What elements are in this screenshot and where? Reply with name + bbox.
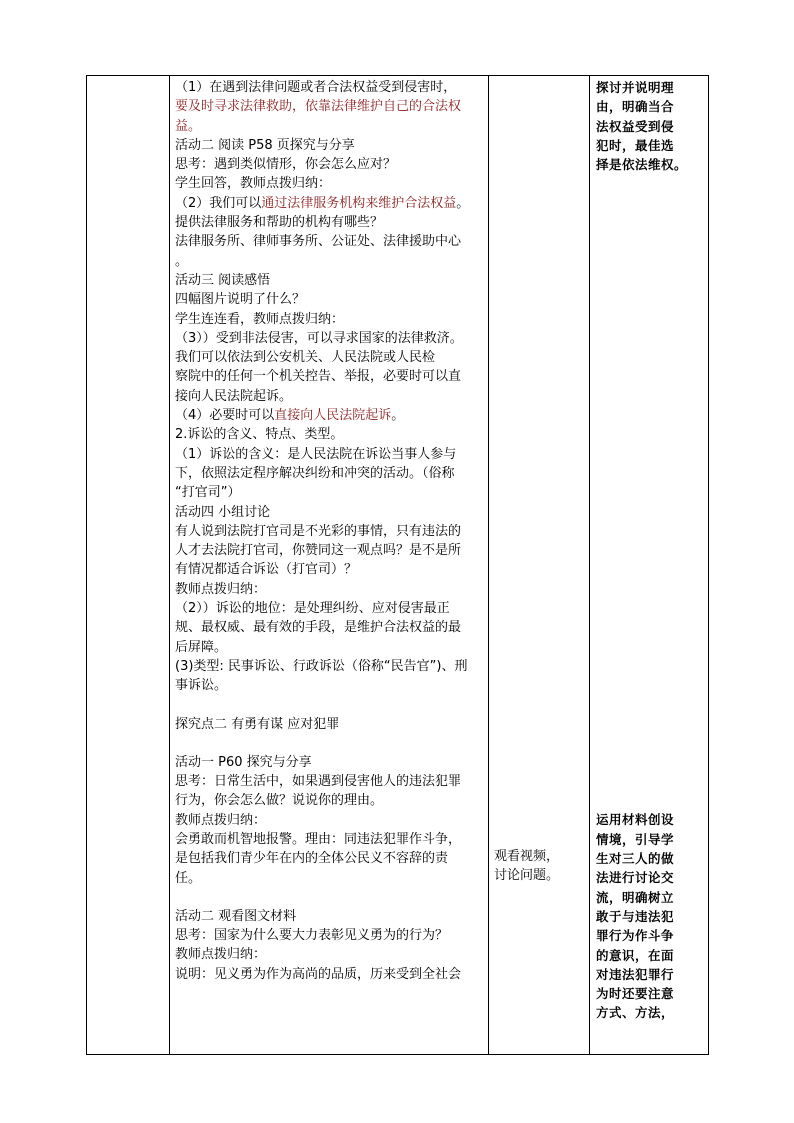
design-intent-note-2 bbox=[590, 808, 708, 1022]
content-text: 活动三 阅读感悟 bbox=[175, 272, 271, 288]
content-line bbox=[175, 599, 484, 618]
content-text: 学生回答，教师点拨归纳： bbox=[175, 176, 332, 192]
content-line bbox=[175, 791, 484, 810]
content-line bbox=[175, 638, 484, 657]
content-text: 活动二 阅读 P58 页探究与分享 bbox=[175, 137, 355, 153]
content-text: 法律服务所、律师事务所、公证处、法律援助中心 bbox=[175, 234, 462, 250]
content-line bbox=[175, 926, 484, 945]
table-row bbox=[87, 76, 709, 1055]
student-activity-content bbox=[489, 847, 589, 886]
content-text: 四幅图片说明了什么？ bbox=[175, 292, 306, 308]
content-text: 活动四 小组讨论 bbox=[175, 504, 271, 520]
content-line bbox=[175, 232, 484, 251]
content-line bbox=[175, 772, 484, 791]
content-text: 会勇敢而机智地报警。理由：同违法犯罪作斗争， bbox=[175, 831, 462, 847]
content-line bbox=[175, 348, 484, 367]
content-line bbox=[175, 97, 484, 116]
content-text: (3)类型: 民事诉讼、行政诉讼（俗称“民告官”)、刑 bbox=[175, 658, 468, 674]
content-line bbox=[175, 522, 484, 541]
content-text: 探究点二 有勇有谋 应对犯罪 bbox=[175, 716, 340, 732]
content-line bbox=[175, 715, 484, 734]
content-line bbox=[175, 676, 484, 695]
content-line bbox=[175, 271, 484, 290]
design-intent-line: 为时还要注意 bbox=[596, 986, 675, 1002]
content-text: （2））诉讼的地位：是处理纠纷、应对侵害最正 bbox=[175, 601, 450, 617]
design-intent-line: 敢于与违法犯 bbox=[596, 908, 675, 924]
design-intent-line: 方式、方法， bbox=[596, 1005, 675, 1021]
content-text: 规、最权威、最有效的手段，是维护合法权益的最 bbox=[175, 620, 462, 636]
content-text: 活动一 P60 探究与分享 bbox=[175, 754, 312, 770]
content-line bbox=[175, 945, 484, 964]
content-text: 我们可以依法到公安机关、人民法院或人民检 bbox=[175, 350, 436, 366]
content-text: 教师点拨归纳： bbox=[175, 947, 267, 963]
content-text: 教师点拨归纳： bbox=[175, 581, 267, 597]
content-line bbox=[175, 387, 484, 406]
design-intent-line: 对违法犯罪行 bbox=[596, 966, 675, 982]
content-text: 教师点拨归纳： bbox=[175, 812, 267, 828]
content-line bbox=[175, 425, 484, 444]
design-intent-line: 情境，引导学 bbox=[596, 831, 675, 847]
content-text: 活动二 观看图文材料 bbox=[175, 908, 297, 924]
content-text: 通过法律服务机构来维护合法权益 bbox=[261, 195, 457, 211]
content-text: 思考：遇到类似情形，你会怎么应对？ bbox=[175, 157, 397, 173]
content-text: 思考：国家为什么要大力表彰见义勇为的行为？ bbox=[175, 928, 449, 944]
design-intent-line: 探讨并说明理 bbox=[596, 80, 675, 95]
content-text: 有人说到法院打官司是不光彩的事情，只有违法的 bbox=[175, 523, 462, 539]
content-line bbox=[175, 464, 484, 483]
content-line bbox=[175, 174, 484, 193]
content-line bbox=[175, 811, 484, 830]
content-text: 学生连连看，教师点拨归纳： bbox=[175, 311, 345, 327]
content-text: 。 bbox=[391, 408, 405, 424]
content-line bbox=[175, 696, 484, 715]
content-line bbox=[175, 445, 484, 464]
content-text: （3））受到非法侵害，可以寻求国家的法律救济。 bbox=[175, 330, 463, 346]
content-line bbox=[175, 194, 484, 213]
content-text: 提供法律服务和帮助的机构有哪些？ bbox=[175, 215, 384, 231]
content-line bbox=[175, 329, 484, 348]
student-activity-line: 讨论问题。 bbox=[494, 868, 560, 884]
content-text: 下，依照法定程序解决纠纷和冲突的活动。（俗称 bbox=[175, 465, 455, 481]
content-line bbox=[175, 252, 484, 271]
content-line bbox=[175, 213, 484, 232]
content-text: 行为，你会怎么做？说说你的理由。 bbox=[175, 793, 384, 809]
content-line bbox=[175, 541, 484, 560]
content-text: （1）在遇到法律问题或者合法权益受到侵害时， bbox=[175, 80, 457, 95]
content-line bbox=[175, 580, 484, 599]
student-activity-line: 观看视频， bbox=[494, 849, 560, 864]
content-line bbox=[175, 367, 484, 386]
content-line bbox=[175, 117, 484, 136]
teaching-process-cell bbox=[170, 76, 489, 1055]
content-text: （1）诉讼的含义：是人民法院在诉讼当事人参与 bbox=[175, 446, 457, 462]
content-line bbox=[175, 136, 484, 155]
content-line bbox=[175, 869, 484, 888]
lesson-plan-table bbox=[86, 75, 709, 1055]
design-intent-cell bbox=[590, 76, 709, 1055]
design-intent-note-1 bbox=[590, 76, 708, 174]
content-text: 有情况都适合诉讼（打官司）？ bbox=[175, 562, 358, 578]
content-line bbox=[175, 888, 484, 907]
design-intent-line: 运用材料创设 bbox=[596, 812, 675, 828]
design-intent-line: 择是依法维权。 bbox=[596, 157, 688, 173]
content-text: 说明：见义勇为作为高尚的品质，历来受到全社会 bbox=[175, 966, 462, 982]
content-text: 事诉讼。 bbox=[175, 678, 228, 694]
design-intent-line: 的意识，在面 bbox=[596, 947, 675, 963]
student-activity-cell bbox=[489, 76, 590, 1055]
content-text: 人才去法院打官司，你赞同这一观点吗？是不是所 bbox=[175, 543, 462, 559]
content-text: （2）我们可以 bbox=[175, 195, 262, 211]
content-line bbox=[175, 657, 484, 676]
content-text: （4）必要时可以 bbox=[175, 408, 275, 424]
teaching-process-content bbox=[170, 76, 488, 984]
content-line bbox=[175, 406, 484, 425]
content-line bbox=[175, 907, 484, 926]
content-text: 后屏障。 bbox=[175, 639, 228, 655]
content-text: 。 bbox=[175, 253, 189, 269]
content-line bbox=[175, 965, 484, 984]
content-line bbox=[175, 503, 484, 522]
content-line bbox=[175, 849, 484, 868]
content-text: “打官司”） bbox=[175, 485, 241, 501]
content-line bbox=[175, 753, 484, 772]
design-intent-line: 罪行为作斗争 bbox=[596, 928, 675, 944]
content-line bbox=[175, 310, 484, 329]
content-line bbox=[175, 78, 484, 97]
content-text: 察院中的任何一个机关控告、举报，必要时可以直 bbox=[175, 369, 462, 385]
design-intent-line: 流，明确树立 bbox=[596, 889, 675, 905]
content-line bbox=[175, 618, 484, 637]
design-intent-line: 犯时，最佳选 bbox=[596, 137, 675, 153]
content-text: 思考：日常生活中，如果遇到侵害他人的违法犯罪 bbox=[175, 774, 462, 790]
content-line bbox=[175, 734, 484, 753]
content-line bbox=[175, 830, 484, 849]
design-intent-line: 由，明确当合 bbox=[596, 99, 675, 115]
content-text: 直接向人民法院起诉 bbox=[274, 408, 392, 424]
design-intent-line: 生对三人的做 bbox=[596, 851, 675, 867]
design-intent-line: 法权益受到侵 bbox=[596, 118, 675, 134]
design-intent-line: 法进行讨论交 bbox=[596, 870, 675, 886]
blank-column-cell bbox=[87, 76, 170, 1055]
content-text: 益。 bbox=[175, 118, 202, 134]
content-line bbox=[175, 155, 484, 174]
content-text: 。 bbox=[456, 195, 470, 211]
content-text: 是包括我们青少年在内的全体公民义不容辞的责 bbox=[175, 851, 449, 867]
content-text: 任。 bbox=[175, 870, 202, 886]
content-line bbox=[175, 560, 484, 579]
content-text: 要及时寻求法律救助，依靠法律维护自己的合法权 bbox=[175, 99, 462, 115]
content-text: 2.诉讼的含义、特点、类型。 bbox=[175, 427, 344, 443]
content-line bbox=[175, 290, 484, 309]
content-text: 接向人民法院起诉。 bbox=[175, 388, 293, 404]
content-line bbox=[175, 483, 484, 502]
